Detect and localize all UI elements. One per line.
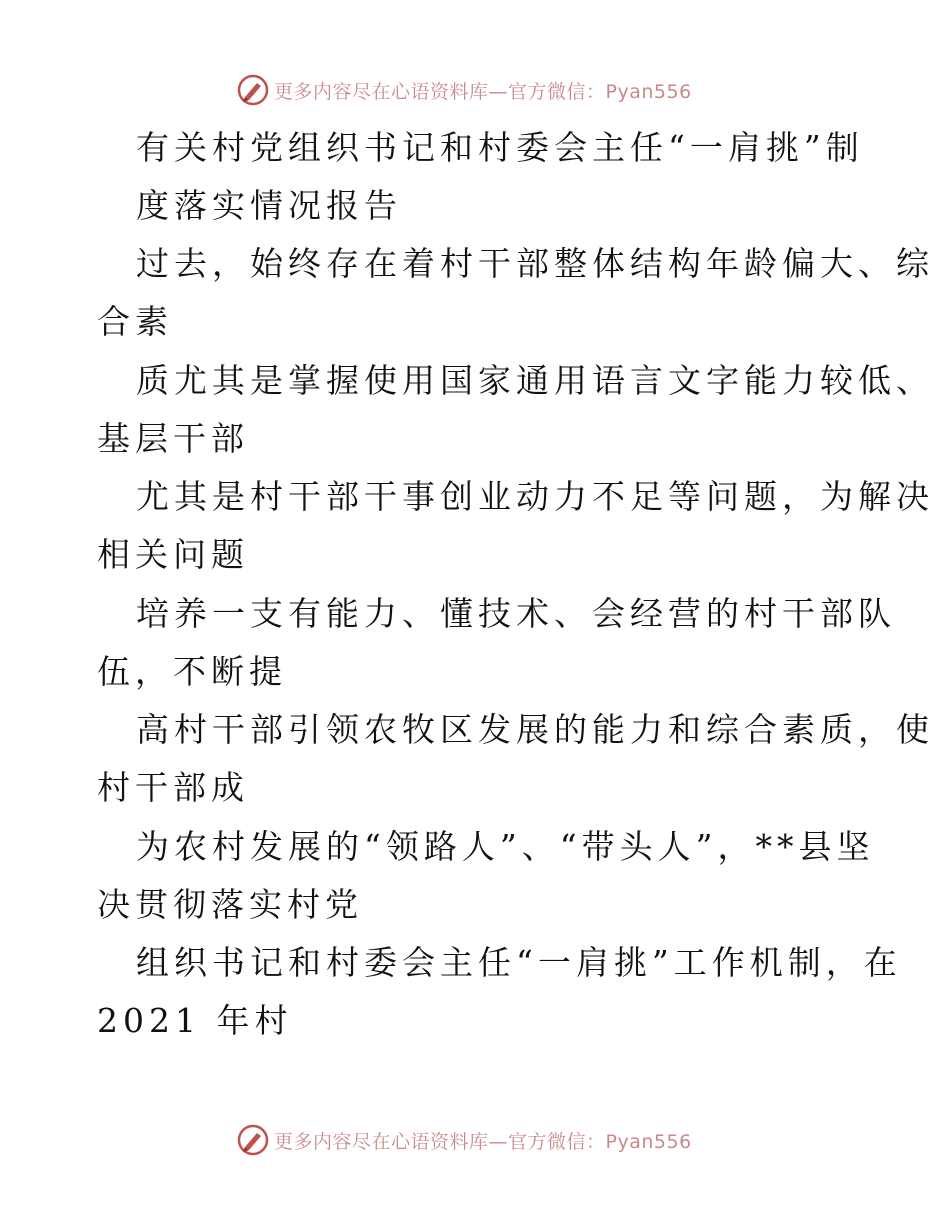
- paragraph-line: 2021 年村: [97, 1001, 293, 1040]
- title-line-2: 度落实情况报告: [136, 186, 402, 225]
- pen-logo-icon: [236, 1123, 270, 1157]
- paragraph-line: 村干部成: [97, 768, 249, 807]
- paragraph-line: 伍，不断提: [97, 652, 287, 691]
- watermark-text: 更多内容尽在心语资料库—官方微信：Pyan556: [274, 1130, 692, 1153]
- paragraph-line: 决贯彻落实村党: [97, 885, 363, 924]
- title-line-1: 有关村党组织书记和村委会主任“一肩挑”制: [136, 128, 864, 167]
- paragraph-line: 过去，始终存在着村干部整体结构年龄偏大、综: [136, 244, 934, 283]
- paragraph-line: 为农村发展的“领路人”、“带头人”，**县坚: [136, 827, 875, 866]
- paragraph-line: 培养一支有能力、懂技术、会经营的村干部队: [136, 594, 896, 633]
- paragraph-line: 基层干部: [97, 419, 249, 458]
- paragraph-line: 相关问题: [97, 535, 249, 574]
- paragraph-line: 组织书记和村委会主任“一肩挑”工作机制，在: [136, 943, 902, 982]
- paragraph-line: 尤其是村干部干事创业动力不足等问题，为解决: [136, 477, 934, 516]
- paragraph-line: 合素: [97, 302, 173, 341]
- footer-watermark: [236, 1122, 692, 1158]
- header-watermark: [236, 72, 692, 108]
- watermark-text: 更多内容尽在心语资料库—官方微信：Pyan556: [274, 80, 692, 103]
- paragraph-line: 质尤其是掌握使用国家通用语言文字能力较低、: [136, 361, 934, 400]
- pen-logo-icon: [236, 73, 270, 107]
- paragraph-line: 高村干部引领农牧区发展的能力和综合素质，使: [136, 710, 934, 749]
